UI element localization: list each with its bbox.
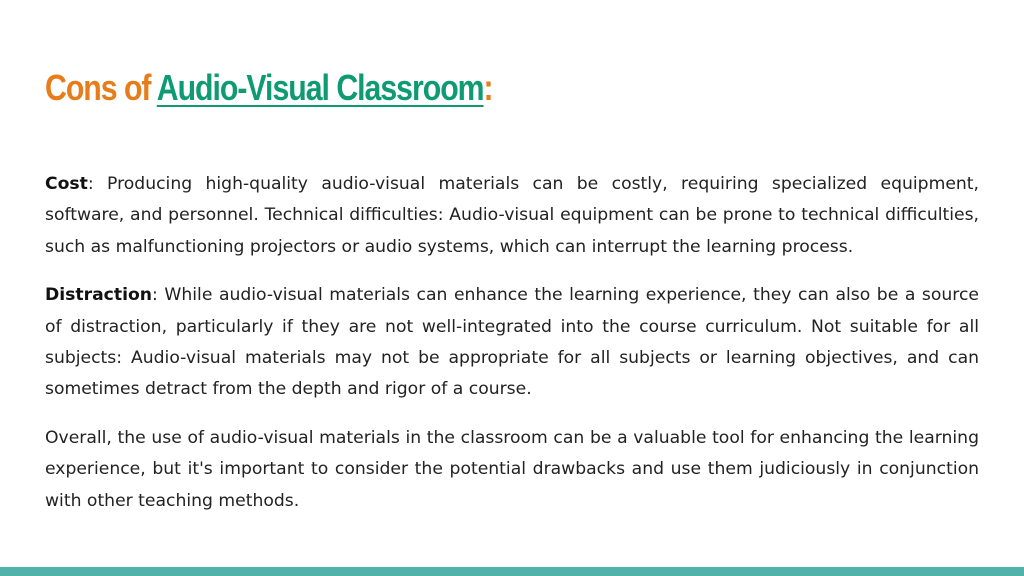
- slide-content: [45, 169, 979, 534]
- paragraph-distraction: [45, 280, 979, 406]
- bottom-accent-bar: [0, 567, 1024, 576]
- paragraph-distraction-text: : While audio-visual materials can enhance the learning experience, they can also be a source of distraction, particularly if they are not well-integrated into the course curriculum. Not suitable for all subjects: Audio-visual materials may not be appropriate for all subjects or learning objectives, and can sometimes detract from the depth and rigor of a course.: [45, 285, 979, 400]
- title-prefix: Cons of: [45, 67, 157, 108]
- paragraph-cost-text: : Producing high-quality audio-visual materials can be costly, requiring specialized equipment, software, and personnel. Technical difficulties: Audio-visual equipment can be prone to technical difficulties, such as malfunctioning projectors or audio systems, which can interrupt the learning process.: [45, 174, 979, 257]
- paragraph-overall: [45, 423, 979, 517]
- title-link[interactable]: Audio-Visual Classroom: [156, 67, 484, 108]
- term-distraction: Distraction: [45, 285, 153, 306]
- paragraph-cost: [45, 169, 979, 263]
- title-colon: :: [483, 67, 493, 108]
- paragraph-overall-text: Overall, the use of audio-visual materials in the classroom can be a valuable tool for enhancing the learning experience, but it's important to consider the potential drawbacks and use them judiciously in conjunction with other teaching methods.: [45, 427, 979, 511]
- slide-title: [45, 62, 493, 114]
- term-cost: Cost: [45, 174, 88, 194]
